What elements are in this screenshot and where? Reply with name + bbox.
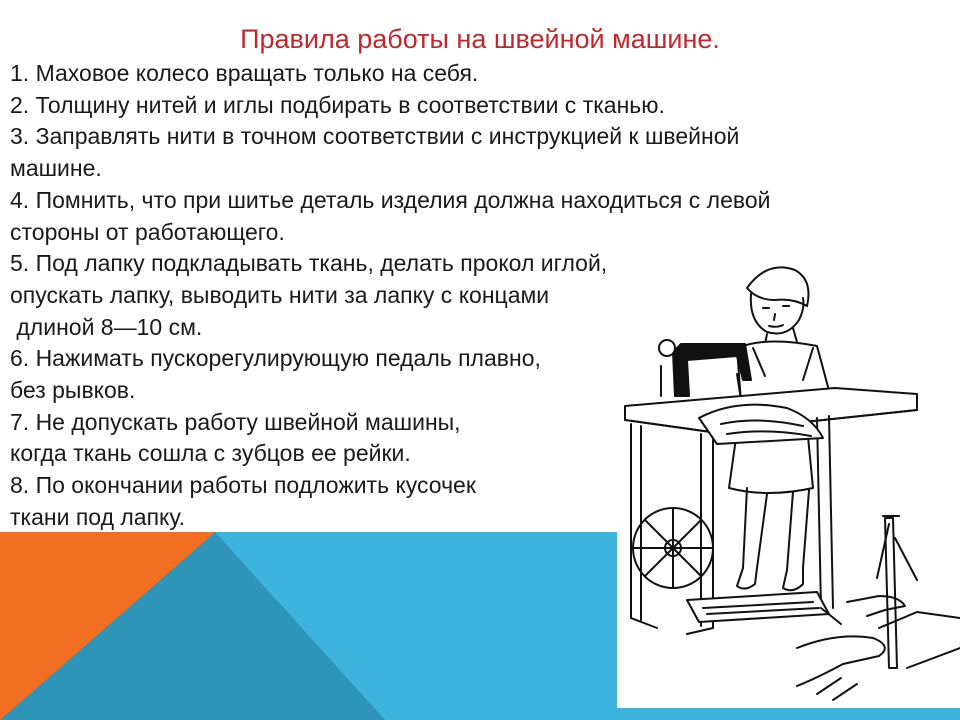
rule-line: машине. (10, 155, 102, 182)
rule-line: длиной 8—10 см. (10, 313, 203, 340)
rule-line: 8. По окончании работы подложить кусочек (10, 472, 476, 499)
rule-line: 6. Нажимать пускорегулирующую педаль плавно, (10, 345, 541, 372)
rule-line: 2. Толщину нитей и иглы подбирать в соответствии с тканью. (10, 91, 665, 118)
rule-line: 5. Под лапку подкладывать ткань, делать прокол иглой, (10, 250, 608, 277)
rule-line: 1. Маховое колесо вращать только на себя. (10, 60, 479, 86)
rule-line: стороны от работающего. (10, 218, 285, 245)
rule-line: 7. Не допускать работу швейной машины, (10, 408, 461, 435)
rule-line: когда ткань сошла с зубцов ее рейки. (10, 440, 411, 467)
sewing-machine-illustration (617, 248, 960, 708)
rule-line: без рывков. (10, 377, 136, 404)
rule-line: 4. Помнить, что при шитье деталь изделия должна находиться с левой (10, 186, 771, 213)
slide-title: Правила работы на швейной машине. (240, 24, 720, 54)
treadle-stand (631, 508, 841, 634)
rule-line: опускать лапку, выводить нити за лапку с концами (10, 281, 550, 308)
rule-line: ткани под лапку. (10, 503, 185, 530)
sewing-machine-head (659, 340, 751, 400)
rule-line: 3. Заправлять нити в точном соответствии с инструкцией к швейной (10, 123, 740, 150)
